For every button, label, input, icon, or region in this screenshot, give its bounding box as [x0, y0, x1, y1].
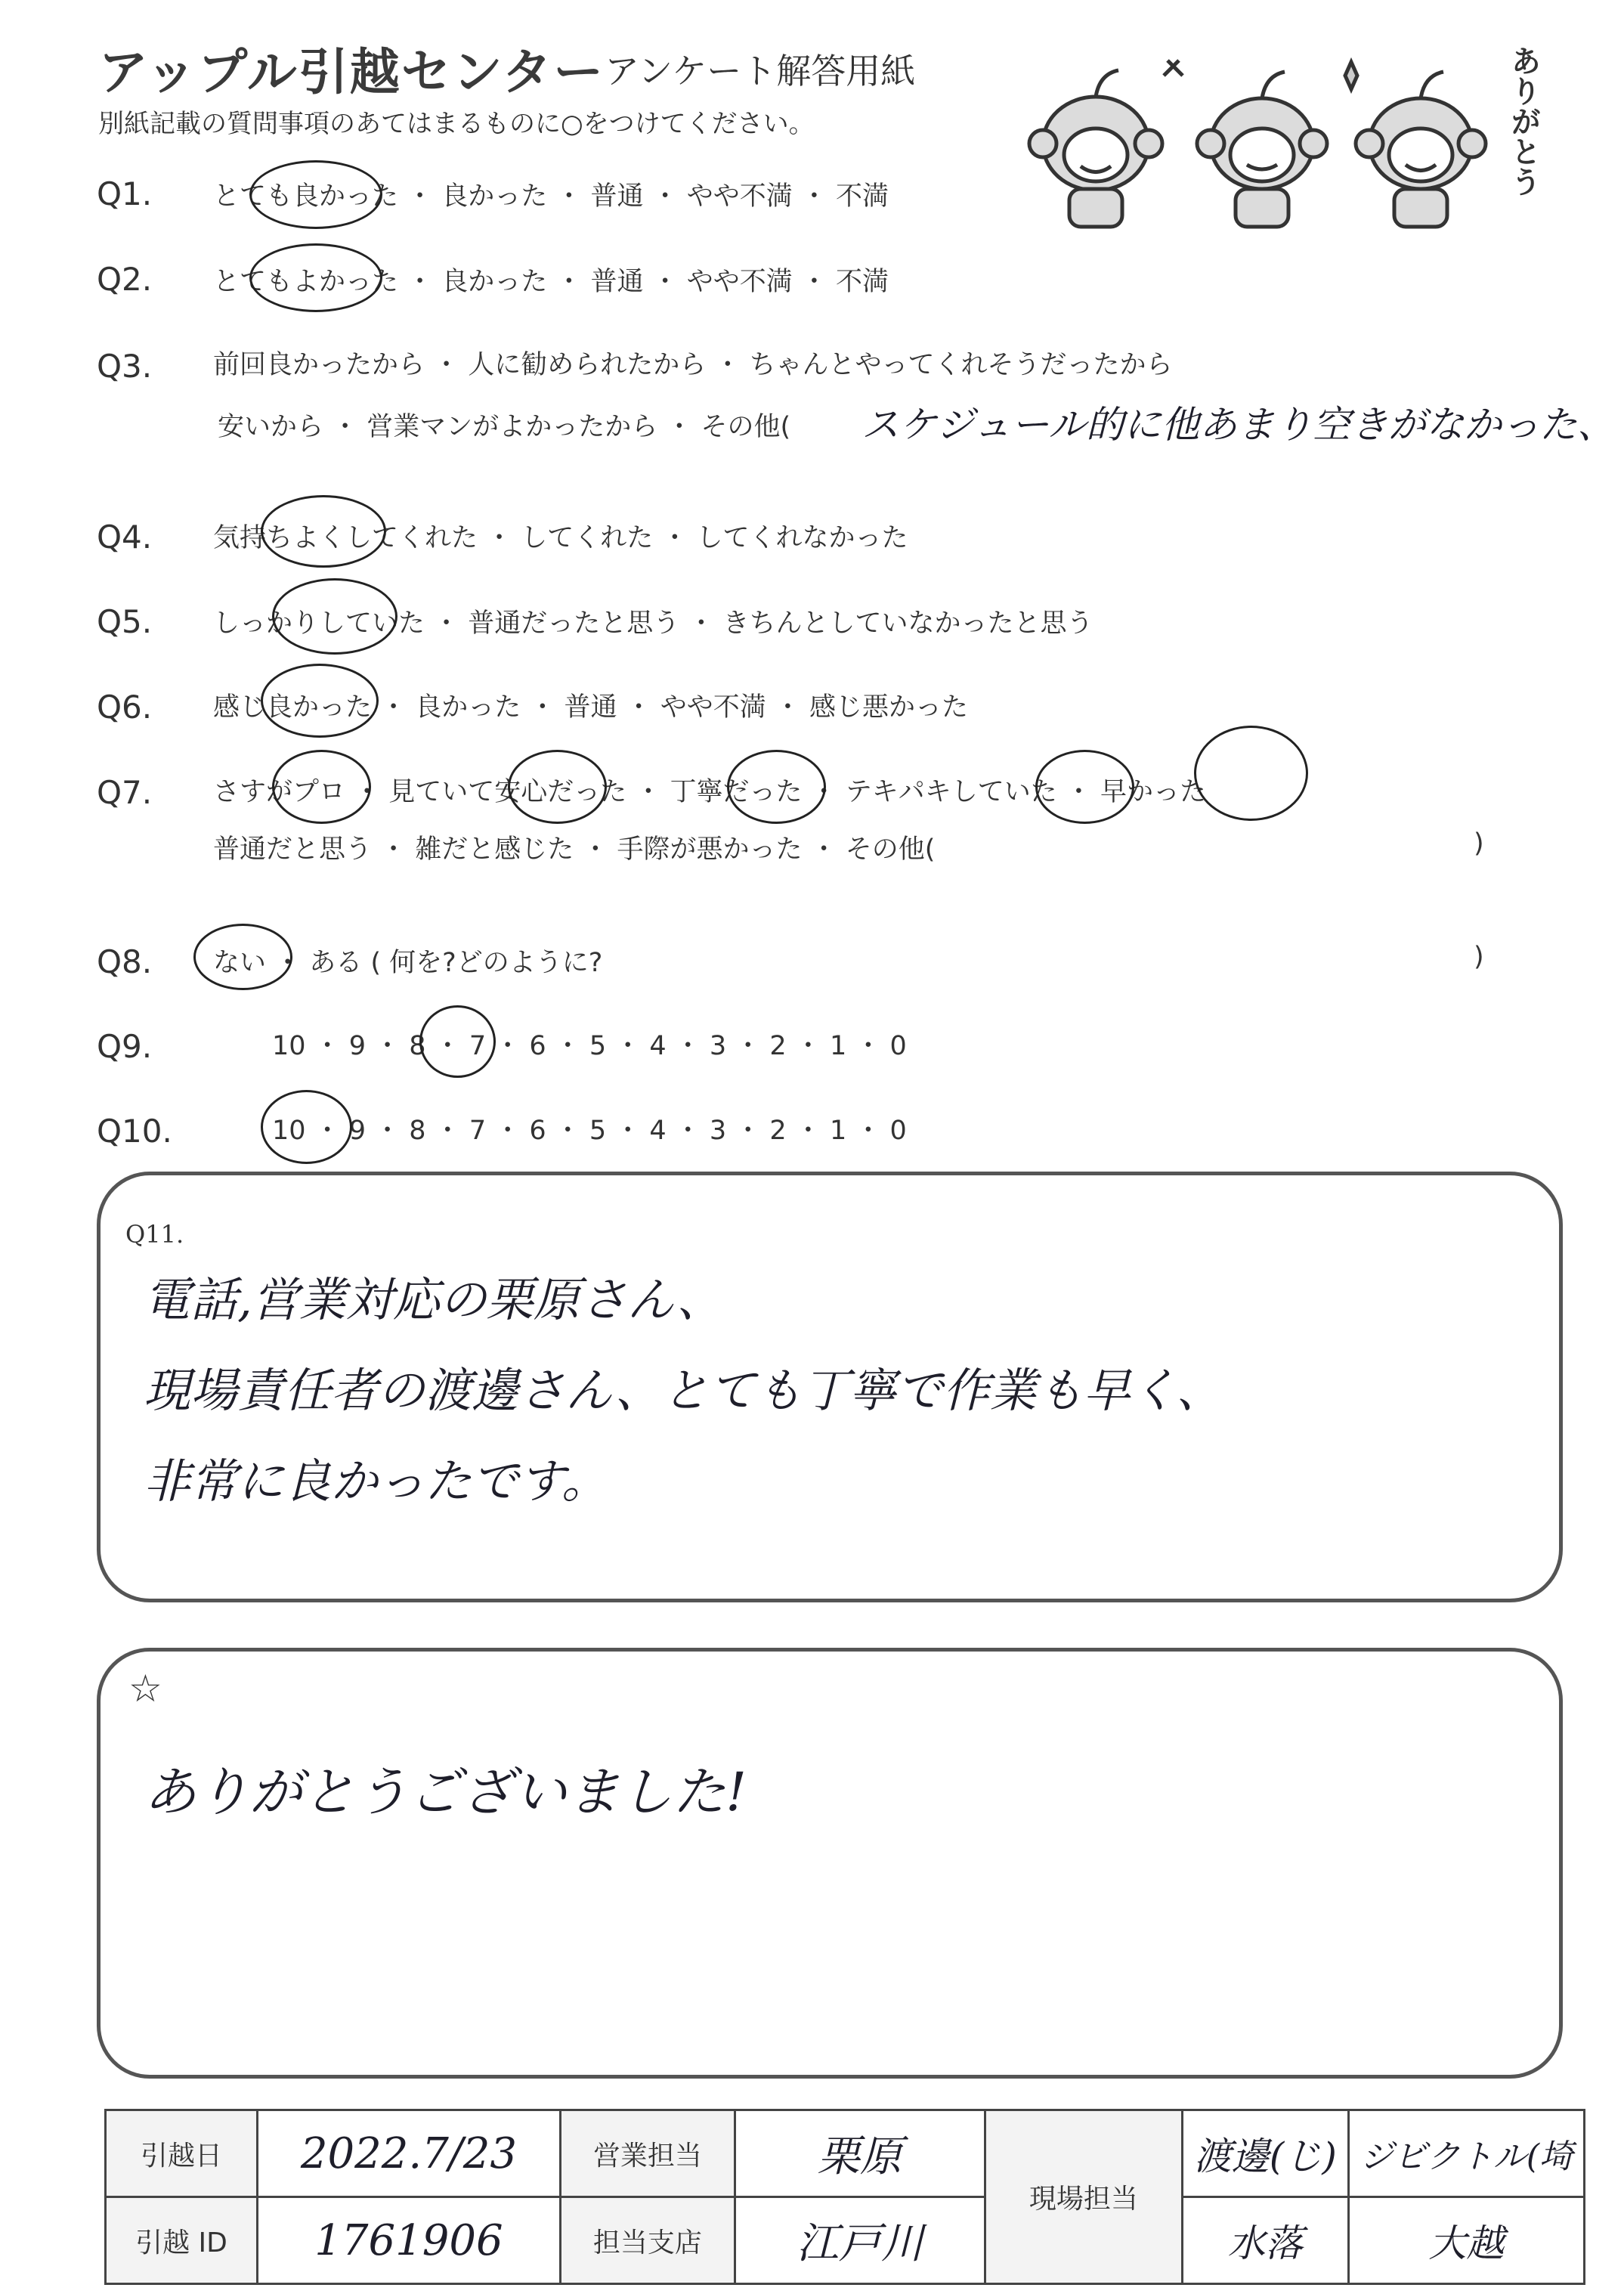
move-date-label: 引越日	[106, 2110, 258, 2197]
q2-options: とてもよかった ・ 良かった ・ 普通 ・ やや不満 ・ 不満	[213, 267, 889, 297]
monkey-mascots-icon	[1013, 30, 1542, 234]
mascot-caption: ありがとう	[1506, 45, 1541, 197]
q11-comment-line-1: 電話,営業対応の栗原さん、	[144, 1272, 724, 1327]
instruction-text: 別紙記載の質問事項のあてはまるものに○をつけてください。	[98, 109, 815, 139]
q3-other-answer: スケジュール的に他あまり空きがなかった、	[861, 403, 1615, 447]
q3-options-line1: 前回良かったから ・ 人に勧められたから ・ ちゃんとやってくれそうだったから	[213, 350, 1173, 380]
q9-answer-circle	[419, 1005, 496, 1078]
site-staff-4: 大越	[1348, 2197, 1584, 2284]
q1-options: とても良かった ・ 良かった ・ 普通 ・ やや不満 ・ 不満	[213, 181, 889, 212]
q8-number: Q8.	[97, 943, 153, 980]
q7-close-paren: )	[1474, 828, 1484, 859]
branch-label: 担当支店	[560, 2197, 735, 2284]
q4-options: 気持ちよくしてくれた ・ してくれた ・ してくれなかった	[213, 523, 908, 553]
star-icon: ☆	[128, 1667, 162, 1710]
q7-options-line2: 普通だと思う ・ 雑だと感じた ・ 手際が悪かった ・ その他(	[213, 834, 936, 865]
move-date-value: 2022.7/23	[257, 2110, 560, 2197]
q8-answer-circle	[193, 924, 292, 990]
branch-value: 江戸川	[735, 2197, 985, 2284]
move-id-label: 引越 ID	[106, 2197, 258, 2284]
sales-label: 営業担当	[560, 2110, 735, 2197]
q10-number: Q10.	[97, 1113, 172, 1150]
q7-answer-circle-2	[508, 750, 607, 824]
site-staff-1: 渡邊(じ)	[1182, 2110, 1348, 2197]
sales-value: 栗原	[735, 2110, 985, 2197]
q7-answer-circle-1	[272, 750, 371, 824]
q11-comment-line-2: 現場責任者の渡邊さん、とても丁寧で作業も早く、	[144, 1363, 1223, 1418]
q5-number: Q5.	[97, 603, 153, 640]
q8-close-paren: )	[1474, 942, 1484, 972]
q4-number: Q4.	[97, 519, 153, 556]
q10-scale: 10 ・ 9 ・ 8 ・ 7 ・ 6 ・ 5 ・ 4 ・ 3 ・ 2 ・ 1 ・ 0	[272, 1116, 907, 1146]
q6-number: Q6.	[97, 689, 153, 726]
q6-options: 感じ良かった ・ 良かった ・ 普通 ・ やや不満 ・ 感じ悪かった	[213, 692, 969, 723]
q7-options-line1: さすがプロ ・ 見ていて安心だった ・ 丁寧だった ・ テキパキしていた ・ 早かった	[213, 777, 1207, 807]
move-id-value: 1761906	[257, 2197, 560, 2284]
q7-answer-circle-4	[1035, 750, 1134, 824]
q5-options: しっかりしていた ・ 普通だったと思う ・ きちんとしていなかったと思う	[213, 608, 1093, 639]
q1-answer-circle	[249, 160, 382, 229]
q7-answer-circle-3	[727, 750, 826, 824]
q3-options-line2: 安いから ・ 営業マンがよかったから ・ その他(	[218, 412, 791, 442]
q2-answer-circle	[249, 243, 382, 312]
move-info-table	[104, 2109, 1585, 2285]
q7-answer-circle-5	[1194, 726, 1308, 821]
mascot-illustration	[1013, 30, 1542, 234]
q9-number: Q9.	[97, 1028, 153, 1065]
q3-number: Q3.	[97, 348, 153, 385]
star-comment-box	[97, 1648, 1563, 2079]
q10-answer-circle	[261, 1090, 352, 1164]
q1-number: Q1.	[97, 175, 153, 212]
q5-answer-circle	[272, 578, 397, 655]
form-title: アップル引越センター	[98, 43, 605, 101]
form-subtitle: アンケート解答用紙	[605, 51, 916, 91]
q6-answer-circle	[261, 664, 379, 738]
q4-answer-circle	[261, 495, 386, 568]
q8-options: ない ・ ある ( 何を?どのように?	[213, 948, 603, 978]
q11-comment-line-3: 非常に良かったです。	[144, 1453, 609, 1509]
q2-number: Q2.	[97, 261, 153, 298]
site-staff-3: 水落	[1182, 2197, 1348, 2284]
site-staff-label: 現場担当	[985, 2110, 1182, 2284]
q7-number: Q7.	[97, 774, 153, 811]
q9-scale: 10 ・ 9 ・ 8 ・ 7 ・ 6 ・ 5 ・ 4 ・ 3 ・ 2 ・ 1 ・ 0	[272, 1031, 907, 1061]
star-comment-text: ありがとうございました!	[144, 1761, 747, 1823]
q11-label: Q11.	[125, 1220, 184, 1249]
site-staff-2: ジビクトル(埼	[1348, 2110, 1584, 2197]
